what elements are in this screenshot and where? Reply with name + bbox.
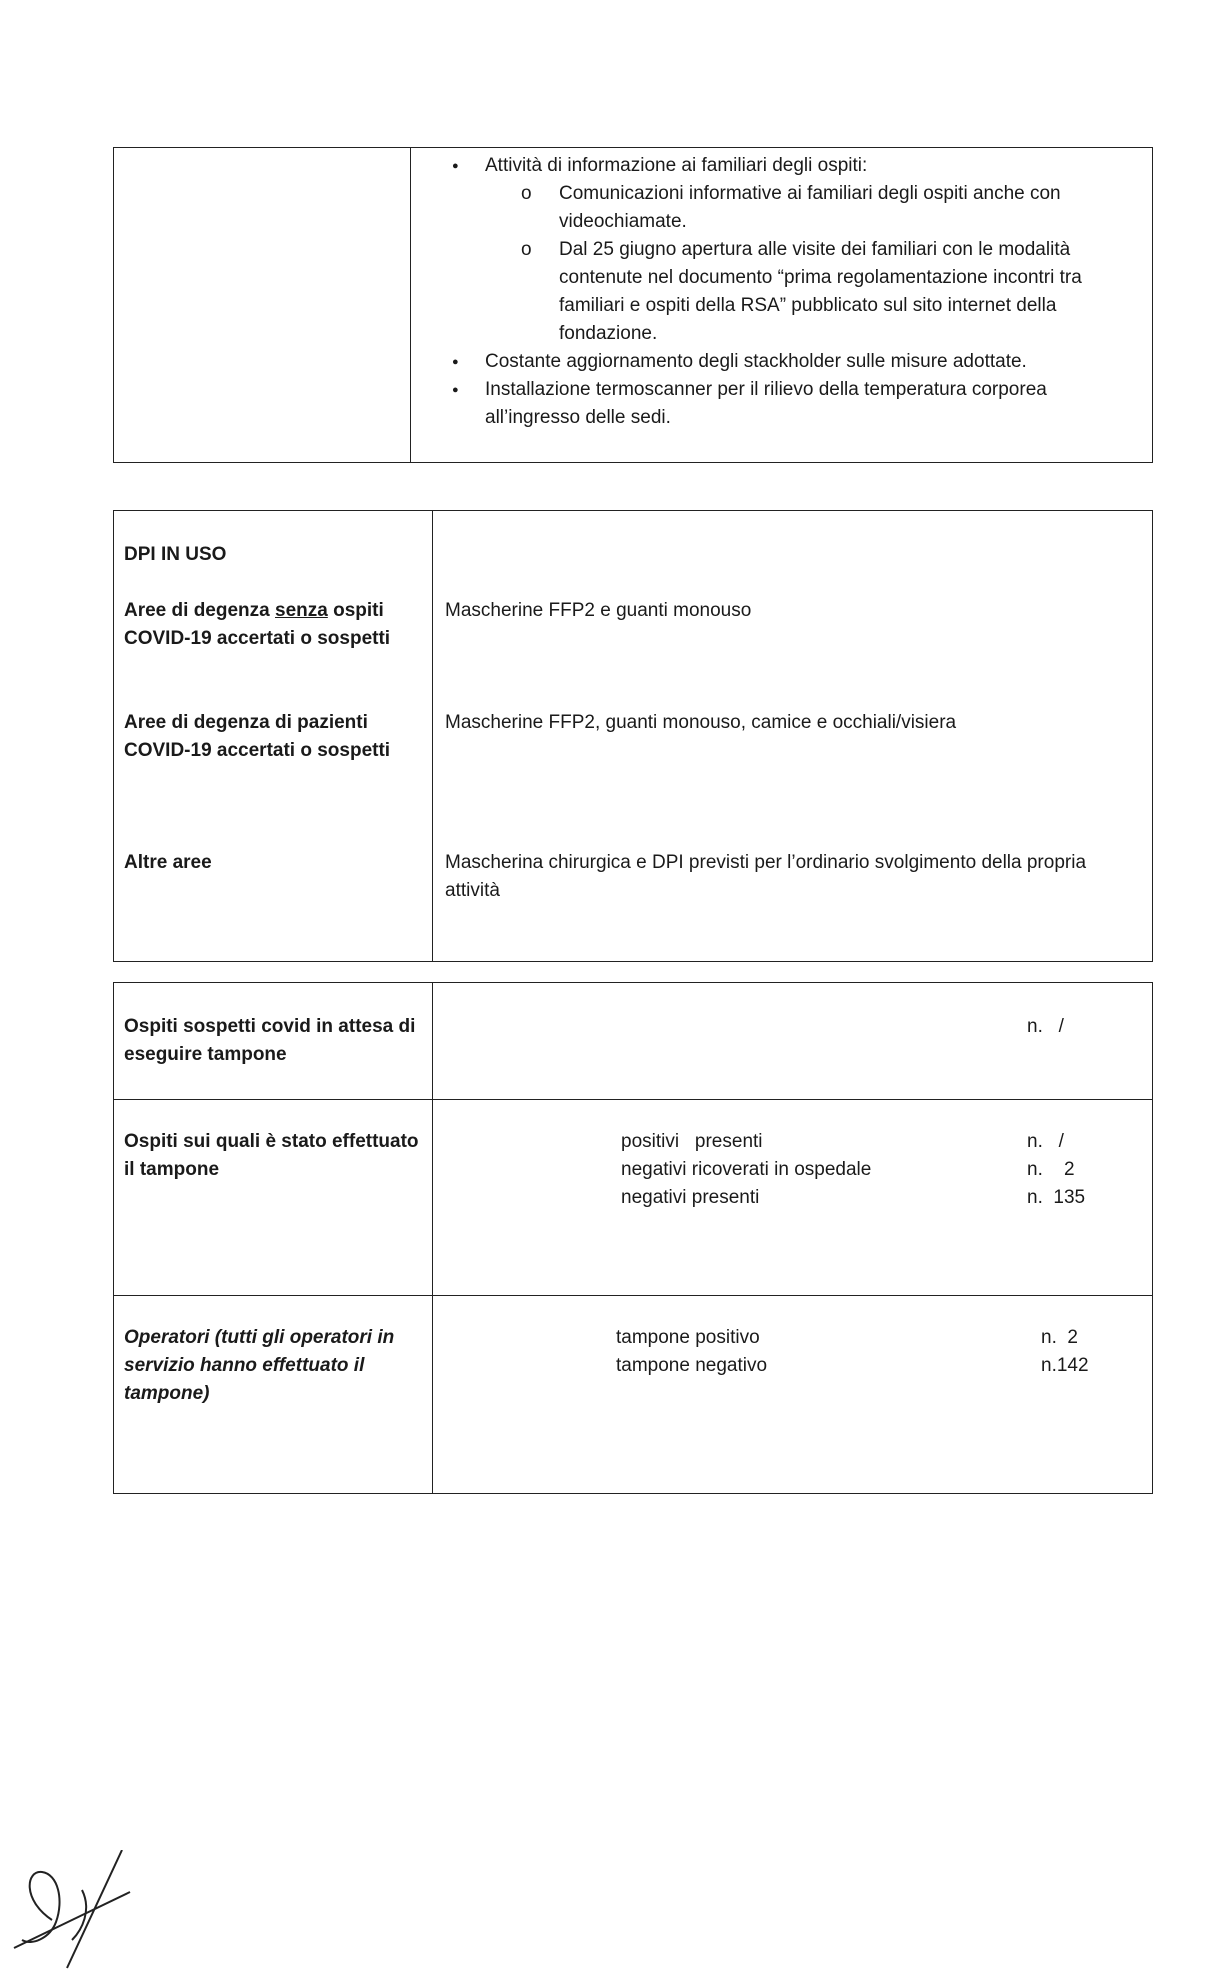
result-count: n. / — [1027, 1131, 1064, 1152]
sub-item: o Comunicazioni informative ai familiari degli ospiti anche con videochiamate. — [559, 180, 1138, 236]
area2-value: Mascherine FFP2, guanti monouso, camice e occhiali/visiera — [445, 712, 957, 733]
result-count: n. 2 — [1041, 1327, 1078, 1348]
result-label: negativi presenti — [621, 1187, 760, 1208]
bullet-item: ● Attività di informazione ai familiari degli ospiti: o Comunicazioni informative ai familiari degli ospiti anche con videochiamate. o Dal 25 giugno apertura alle visite dei familiari con le modalità contenute nel documento “prima regolamentazione incontri tra familiari e ospiti della RSA” pubblicato sul sito internet della fondazione. — [485, 152, 1138, 348]
result-label: negativi ricoverati in ospedale — [621, 1159, 872, 1180]
suspected-cell — [433, 983, 1153, 1100]
sub-item: o Dal 25 giugno apertura alle visite dei familiari con le modalità contenute nel documento “prima regolamentazione incontri tra familiari e ospiti della RSA” pubblicato sul sito internet della fondazione. — [559, 236, 1138, 348]
tested-guests-cell — [433, 1100, 1153, 1296]
area1-value: Mascherine FFP2 e guanti monouso — [445, 600, 752, 621]
dpi-values-cell — [433, 511, 1153, 962]
result-count: n. 135 — [1027, 1187, 1086, 1208]
bullet-item: ● Installazione termoscanner per il rilievo della temperatura corporea all’ingresso delle sedi. — [485, 376, 1138, 432]
measures-table — [113, 147, 1153, 463]
dpi-table — [113, 510, 1153, 962]
result-label: positivi presenti — [621, 1131, 763, 1152]
area3-label: Altre aree — [124, 852, 212, 873]
bullet-item: ● Costante aggiornamento degli stackholder sulle misure adottate. — [485, 348, 1138, 376]
signature — [12, 1850, 132, 1970]
suspected-label: Ospiti sospetti covid in attesa di eseguire tampone — [114, 983, 433, 1100]
suspected-count: n. / — [1027, 1016, 1064, 1037]
stats-table — [113, 982, 1153, 1494]
measures-cell — [411, 148, 1153, 463]
result-label: tampone positivo — [616, 1327, 760, 1348]
operators-label: Operatori (tutti gli operatori in servizio hanno effettuato il tampone) — [114, 1296, 433, 1494]
operators-cell — [433, 1296, 1153, 1494]
empty-cell — [114, 148, 411, 463]
area1-label: Aree di degenza senza ospiti COVID-19 accertati o sospetti — [124, 600, 391, 649]
result-count: n. 2 — [1027, 1159, 1075, 1180]
dpi-title: DPI IN USO — [124, 544, 227, 565]
area3-value: Mascherina chirurgica e DPI previsti per l’ordinario svolgimento della propria attività — [445, 852, 1087, 901]
dpi-labels-cell — [114, 511, 433, 962]
tested-guests-label: Ospiti sui quali è stato effettuato il tampone — [114, 1100, 433, 1296]
result-label: tampone negativo — [616, 1355, 768, 1376]
result-count: n.142 — [1041, 1355, 1089, 1376]
area2-label: Aree di degenza di pazienti COVID-19 accertati o sospetti — [124, 712, 391, 761]
